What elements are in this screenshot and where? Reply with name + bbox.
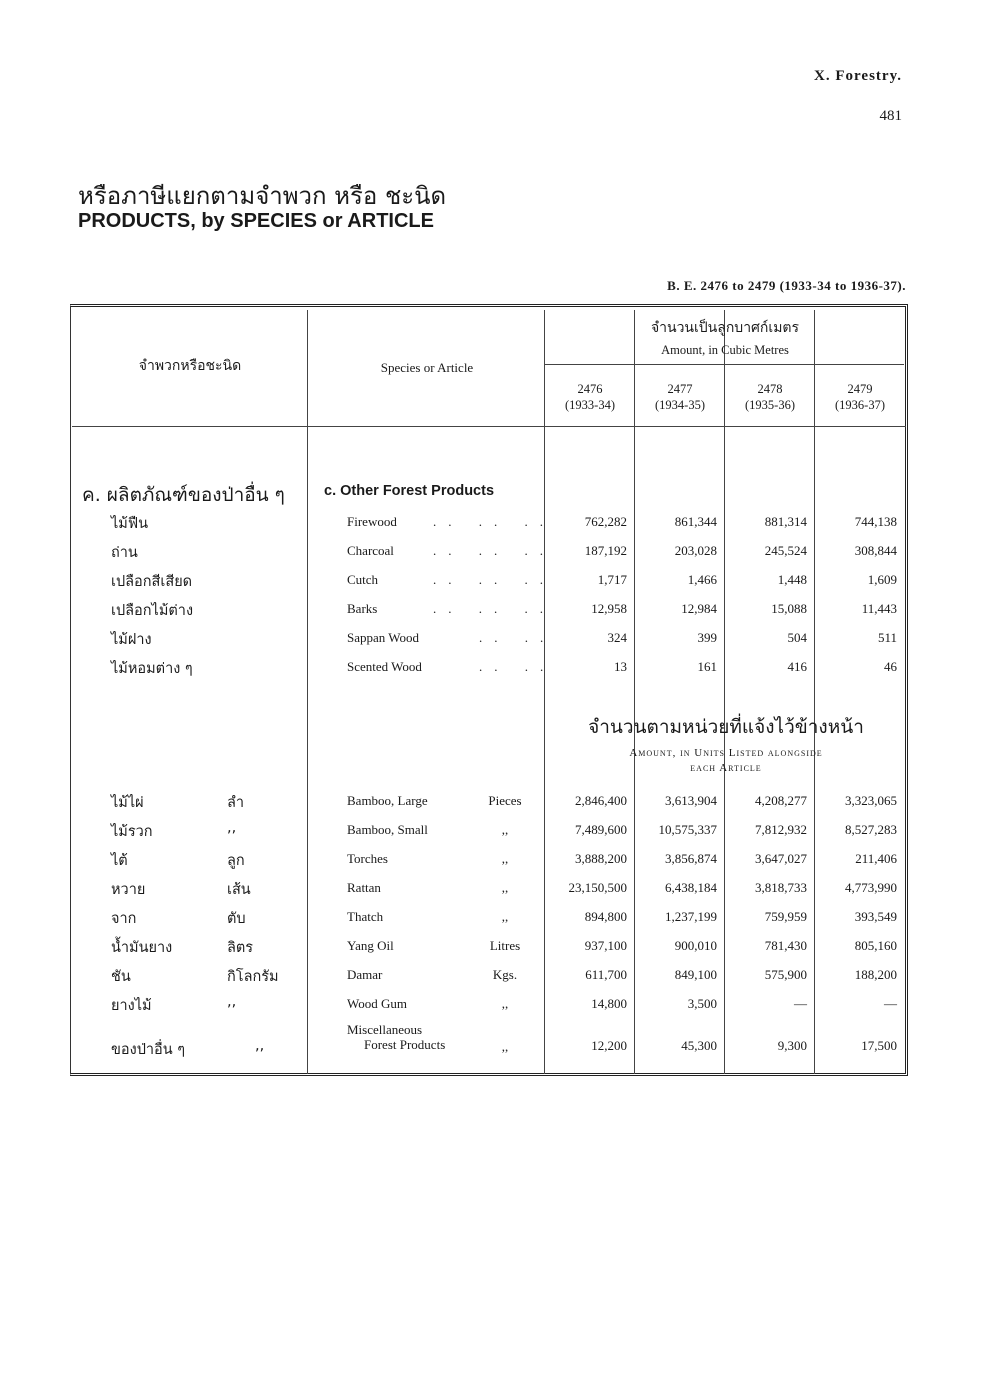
year-ce: (1935-36) [745,398,795,412]
cell-unit-thai: ลำ [227,795,245,811]
cell-thai: ยางไม้ [111,998,152,1014]
header-thai-category: จำพวกหรือชะนิด [138,358,242,374]
cell-unit-thai: ,, [227,820,237,836]
cell-value: 1,237,199 [665,909,717,924]
cell-value: 575,900 [764,967,807,982]
cell-thai: ไม้ฝาง [111,632,152,648]
cell-unit-thai: ลูก [227,853,245,869]
year-be: 2478 [757,382,783,396]
cell-value: 1,466 [687,572,717,587]
cell-thai: ไม้ฟืน [111,516,149,532]
cell-species-line2: Forest Products [364,1037,446,1052]
year-be: 2476 [577,382,603,396]
cell-unit: ,, [501,880,509,895]
cell-unit-thai: ลิตร [227,940,254,956]
cell-thai: หวาย [111,882,146,898]
cell-species-line1: Miscellaneous [347,1022,423,1037]
cell-value: 10,575,337 [658,822,717,837]
cell-unit: ,, [501,822,509,837]
cell-species: Barks [347,601,378,616]
year-header [636,381,724,413]
cell-species: Damar [347,967,383,982]
cell-species: Charcoal [347,543,394,558]
cell-unit-thai: ,, [255,1038,265,1054]
cell-unit-thai: กิโลกรัม [227,969,279,985]
cell-value: 3,856,874 [665,851,717,866]
cell-value: 393,549 [854,909,897,924]
cell-value: 9,300 [777,1038,807,1053]
cell-value: — [794,996,807,1011]
cell-value: 23,150,500 [568,880,627,895]
table-row [75,655,905,679]
cell-thai: ไม้รวก [111,824,153,840]
cell-value: 416 [787,659,807,674]
cell-thai: เปลือกสีเสียด [111,574,193,590]
cell-value: 308,844 [854,543,897,558]
leader-dots: .. .. .. [433,601,555,616]
table-row [75,597,905,621]
cell-species: Bamboo, Small [347,822,428,837]
table-row [75,963,905,987]
title-thai: หรือภาษีแยกตามจำพวก หรือ ชะนิด [78,182,447,210]
cell-value: 245,524 [764,543,807,558]
cell-species: Torches [347,851,388,866]
cell-value: 504 [787,630,807,645]
cell-value: 900,010 [674,938,717,953]
cell-species: Scented Wood [347,659,422,674]
cell-unit-thai: ,, [227,994,237,1010]
cell-value: 188,200 [854,967,897,982]
cell-species: Rattan [347,880,381,895]
cell-value: 805,160 [854,938,897,953]
units-heading-line2: each Article [690,762,762,774]
cell-unit: Kgs. [492,967,518,982]
table-row [75,1022,905,1058]
section-label-thai: ค. ผลิตภัณฑ์ของป่าอื่น ๆ [82,484,285,506]
rule-header-bottom [72,426,906,427]
cell-species: Wood Gum [347,996,407,1011]
table-row [75,539,905,563]
rule-col-species [307,310,308,1074]
cell-thai: ไต้ [111,853,128,869]
year-header [816,381,904,413]
cell-unit: ,, [501,1039,509,1054]
cell-unit-thai: เส้น [227,882,251,898]
cell-value: 17,500 [861,1038,897,1053]
leader-dots: .. .. [479,630,556,645]
cell-value: 744,138 [854,514,897,529]
cell-value: 8,527,283 [845,822,897,837]
units-heading-thai: จำนวนตามหน่วยที่แจ้งไว้ข้างหน้า [588,716,864,738]
table-frame [70,304,908,1076]
cell-value: 7,489,600 [575,822,627,837]
page-number: 481 [879,108,902,124]
units-heading-english [548,746,904,776]
cell-species: Cutch [347,572,379,587]
cell-value: — [884,996,897,1011]
cell-value: 781,430 [764,938,807,953]
cell-unit: Litres [489,938,521,953]
cell-thai: ของป่าอื่น ๆ [111,1042,186,1058]
cell-value: 211,406 [855,851,897,866]
cell-thai: ถ่าน [111,545,138,561]
section-heading: X. Forestry. [814,68,902,84]
cell-thai: จาก [111,911,137,927]
period-label: B. E. 2476 to 2479 (1933-34 to 1936-37). [667,278,906,293]
cell-value: 1,717 [597,572,627,587]
cell-value: 3,647,027 [755,851,807,866]
leader-dots: .. .. [479,659,556,674]
cell-value: 511 [877,630,897,645]
cell-value: 11,443 [861,601,897,616]
cell-unit: ,, [501,851,509,866]
cell-species: Sappan Wood [347,630,420,645]
cell-value: 3,818,733 [755,880,807,895]
cell-value: 4,208,277 [755,793,807,808]
year-ce: (1936-37) [835,398,885,412]
cell-unit: ,, [501,909,509,924]
cell-value: 203,028 [674,543,717,558]
cell-value: 881,314 [764,514,807,529]
rule-col-y2 [634,310,635,1074]
table-row [75,818,905,842]
rule-col-y4 [814,310,815,1074]
table-row [75,876,905,900]
year-ce: (1933-34) [565,398,615,412]
table-row [75,568,905,592]
header-species: Species or Article [380,360,474,375]
cell-value: 2,846,400 [575,793,627,808]
cell-value: 759,959 [764,909,807,924]
leader-dots: .. .. .. [433,514,555,529]
cell-value: 3,500 [687,996,717,1011]
cell-value: 4,773,990 [845,880,897,895]
cell-value: 6,438,184 [665,880,717,895]
year-be: 2477 [667,382,693,396]
table-row [75,847,905,871]
cell-unit: Pieces [488,793,522,808]
cell-value: 3,888,200 [575,851,627,866]
cell-value: 12,984 [681,601,717,616]
year-header [726,381,814,413]
table-row [75,626,905,650]
header-amount-english: Amount, in Cubic Metres [661,343,789,357]
leader-dots: .. .. .. [433,543,555,558]
table-row [75,905,905,929]
cell-value: 1,609 [867,572,897,587]
rule-amount-header [544,364,904,365]
cell-thai: เปลือกไม้ต่าง [111,603,194,619]
cell-species: Bamboo, Large [347,793,428,808]
cell-value: 324 [607,630,627,645]
units-heading-line1: Amount, in Units Listed alongside [629,747,823,759]
rule-col-y1 [544,310,545,1074]
header-amount-thai: จำนวนเป็นลูกบาศก์เมตร [650,320,800,336]
cell-unit: ,, [501,996,509,1011]
year-be: 2479 [847,382,873,396]
cell-value: 13 [614,659,627,674]
cell-value: 161 [697,659,717,674]
cell-value: 849,100 [674,967,717,982]
cell-value: 762,282 [584,514,627,529]
cell-value: 399 [697,630,717,645]
cell-species: Yang Oil [347,938,394,953]
table-row [75,789,905,813]
cell-unit-thai: ตับ [227,911,246,927]
cell-value: 937,100 [584,938,627,953]
year-header [546,381,634,413]
cell-value: 7,812,932 [755,822,807,837]
year-ce: (1934-35) [655,398,705,412]
cell-value: 3,323,065 [845,793,897,808]
cell-value: 46 [884,659,897,674]
cell-value: 45,300 [681,1038,717,1053]
cell-value: 611,700 [585,967,627,982]
cell-value: 12,958 [591,601,627,616]
cell-value: 12,200 [591,1038,627,1053]
cell-value: 187,192 [584,543,627,558]
cell-value: 3,613,904 [665,793,717,808]
cell-species: Thatch [347,909,384,924]
table-row [75,510,905,534]
cell-value: 15,088 [771,601,807,616]
rule-col-y3 [724,310,725,1074]
cell-thai: ชัน [111,969,131,985]
cell-thai: ไม้หอมต่าง ๆ [111,661,193,677]
cell-value: 861,344 [674,514,717,529]
cell-value: 14,800 [591,996,627,1011]
title-english: PRODUCTS, by SPECIES or ARTICLE [78,210,434,232]
section-label-english: c. Other Forest Products [324,483,495,499]
table-row [75,992,905,1016]
cell-value: 1,448 [777,572,807,587]
cell-value: 894,800 [584,909,627,924]
table-row [75,934,905,958]
cell-thai: ไม้ไผ่ [111,795,144,811]
cell-species: Firewood [347,514,397,529]
cell-thai: น้ำมันยาง [111,940,173,956]
leader-dots: .. .. .. [433,572,555,587]
